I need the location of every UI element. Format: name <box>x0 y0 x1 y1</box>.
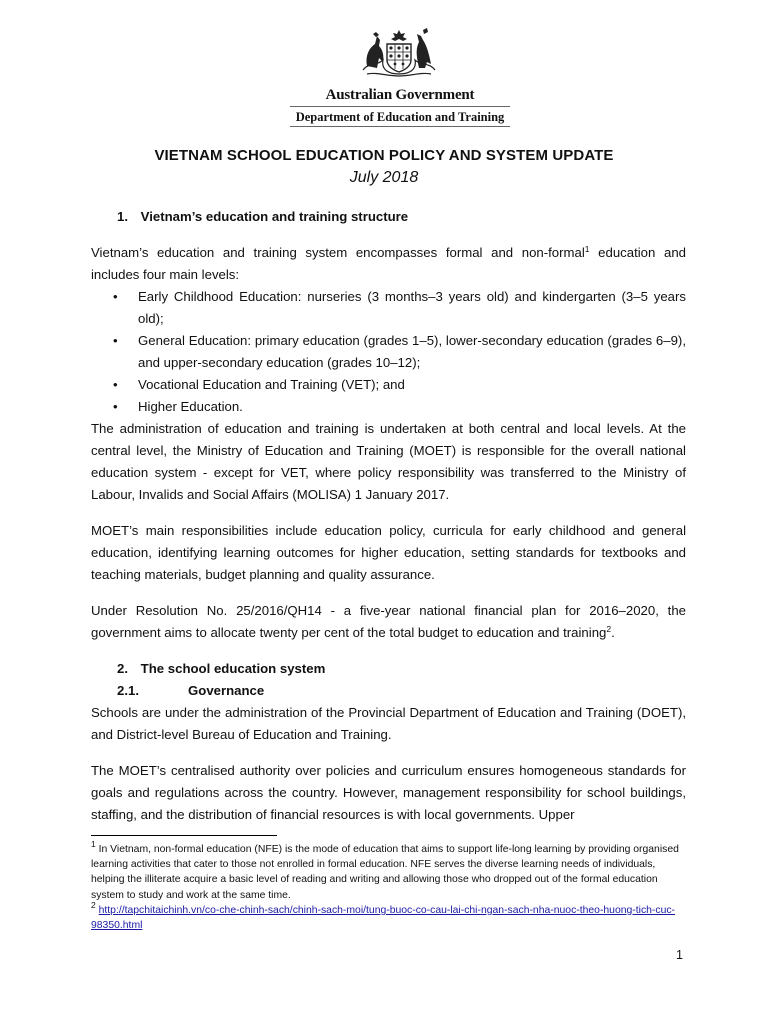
document-title: VIETNAM SCHOOL EDUCATION POLICY AND SYSTEM UPDATE <box>154 147 614 164</box>
education-levels-list <box>91 286 686 418</box>
footnotes <box>91 839 687 933</box>
footnote-ref-2[interactable]: 2 <box>606 624 612 634</box>
department-name: Department of Education and Training <box>295 110 505 124</box>
page-number: 1 <box>676 948 683 962</box>
section-1-number: 1. <box>117 209 128 224</box>
bullet-icon: • <box>113 399 118 414</box>
bullet-icon: • <box>113 333 118 348</box>
section-1-title: Vietnam’s education and training structure <box>140 209 409 224</box>
moet-authority-paragraph: The MOET’s centralised authority over policies and curriculum ensures homogeneous standards for goals and regulations across the country. However, management responsibility for school buildings, staffing, and the distribution of financial resources is with local governments. Upper <box>91 763 686 822</box>
section-2-number: 2. <box>117 661 128 676</box>
subsection-2-1-heading <box>91 680 686 702</box>
footnote-separator <box>91 835 277 836</box>
moet-responsibilities-paragraph: MOET’s main responsibilities include education policy, curricula for early childhood and general education, identifying learning outcomes for higher education, setting standards for textbooks and teaching materials, budget planning and quality assurance. <box>91 523 686 582</box>
footnote-2 <box>91 899 687 933</box>
bullet-icon: • <box>113 377 118 392</box>
section-1-heading <box>91 206 686 228</box>
list-item: • Early Childhood Education: nurseries (3 months–3 years old) and kindergarten (3–5 years old); <box>91 286 686 330</box>
footnote-1 <box>91 839 687 903</box>
list-item: • General Education: primary education (grades 1–5), lower-secondary education (grades 6–9), and upper-secondary education (grades 10–12); <box>91 330 686 374</box>
footnote-2-link[interactable]: http://tapchitaichinh.vn/co-che-chinh-sach/chinh-sach-moi/tung-buoc-co-cau-lai-chi-ngan-sach-nha-nuoc-theo-huong-tich-cuc-98350.html <box>91 904 676 932</box>
footnote-ref-1[interactable]: 1 <box>584 244 590 254</box>
coat-of-arms-icon <box>357 26 441 80</box>
section-2-title: The school education system <box>140 661 326 676</box>
governance-paragraph: Schools are under the administration of the Provincial Department of Education and Training (DOET), and District-level Bureau of Education and Training. <box>91 705 686 742</box>
document-body <box>91 206 686 826</box>
list-item: • Higher Education. <box>91 396 686 418</box>
bullet-icon: • <box>113 289 118 304</box>
section-1-intro: Vietnam’s education and training system encompasses formal and non-formal$^1$ education and includes four main levels: <box>91 244 686 282</box>
header-rule-bottom <box>290 126 510 127</box>
subsection-2-1-number: 2.1. <box>117 683 139 698</box>
section-2-heading <box>91 658 686 680</box>
footnote-1-text: In Vietnam, non-formal education (NFE) is the mode of education that aims to support life-long learning by providing organised learning activities that cater to those not enrolled in formal education. NFE serves the diverse learning needs of individuals, helping the illiterate acquire a basic level of reading and writing and allowing those who dropped out of the formal education system to study and work at the same time. <box>91 844 679 901</box>
footnote-1-marker: 1 <box>91 839 96 849</box>
list-item: • Vocational Education and Training (VET); and <box>91 374 686 396</box>
header-rule-top <box>290 106 510 107</box>
document-date: July 2018 <box>349 169 419 186</box>
footnote-2-marker: 2 <box>91 899 96 910</box>
government-name: Australian Government <box>325 87 475 103</box>
subsection-2-1-title: Governance <box>188 683 265 698</box>
administration-paragraph: The administration of education and training is undertaken at both central and local levels. At the central level, the Ministry of Education and Training (MOET) is responsible for the overall national education system - except for VET, where policy responsibility was transferred to the Ministry of Labour, Invalids and Social Affairs (MOLISA) 1 January 2017. <box>91 421 686 502</box>
resolution-paragraph: Under Resolution No. 25/2016/QH14 - a five-year national financial plan for 2016–2020, the government aims to allocate twenty per cent of the total budget to education and training$^2$. <box>91 603 686 640</box>
